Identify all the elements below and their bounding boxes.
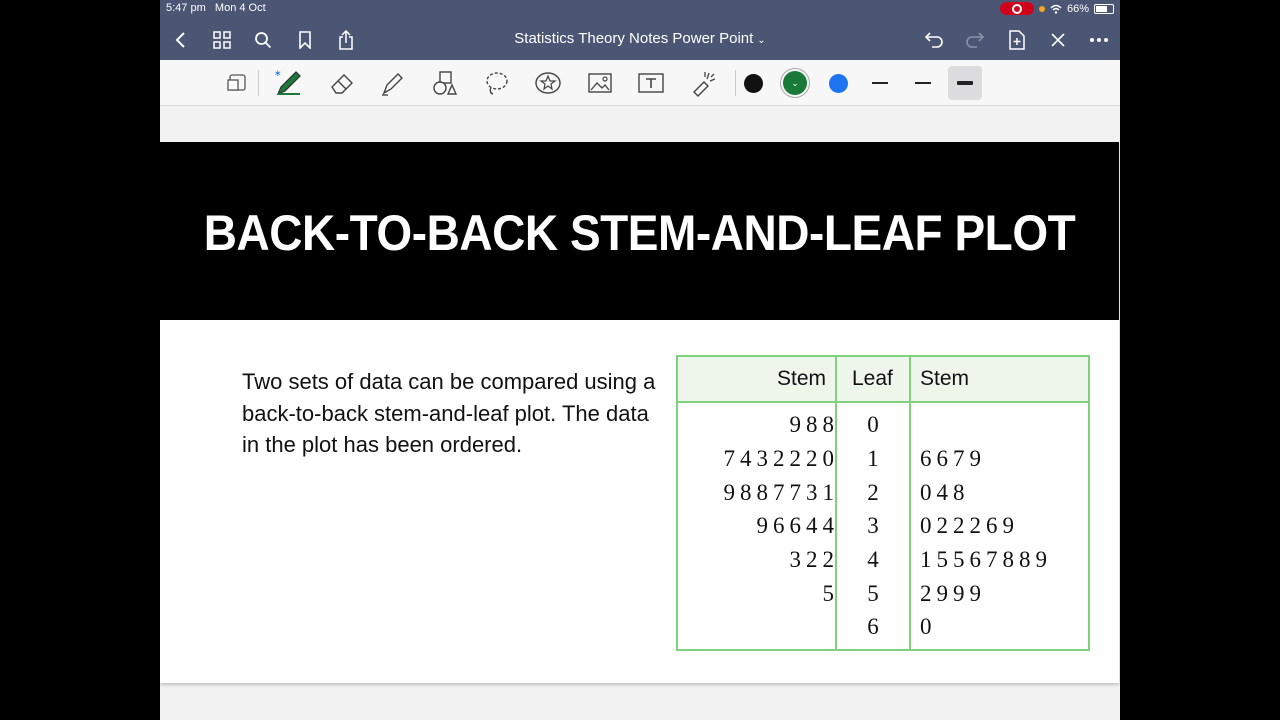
- shapes-icon[interactable]: [428, 66, 462, 100]
- right-leaves: 022269: [920, 513, 1019, 538]
- header-stem-left: Stem: [776, 367, 826, 390]
- chevron-down-icon: ⌄: [757, 35, 766, 46]
- right-leaves: 2999: [920, 581, 986, 606]
- stroke-thin-line: [872, 82, 888, 84]
- slide-title: BACK-TO-BACK STEM-AND-LEAF PLOT: [203, 205, 1076, 261]
- right-leaves: 15567889: [920, 547, 1052, 572]
- stroke-thin-option[interactable]: [863, 66, 897, 100]
- drawing-toolbar: [160, 60, 1120, 106]
- slide-body-text: Two sets of data can be compared using a back-to-back stem-and-leaf plot. The data in the plot has been ordered.: [242, 369, 656, 457]
- color-green-dot: ⌄: [783, 71, 807, 95]
- battery-icon: [1094, 4, 1114, 14]
- left-leaves: 96644: [756, 513, 839, 538]
- table-row: [678, 409, 1088, 443]
- table-row: [678, 544, 1088, 578]
- header-leaf: Leaf: [852, 367, 893, 390]
- table-row: [678, 443, 1088, 477]
- top-bar: [160, 0, 1120, 60]
- close-pen-icon[interactable]: [1046, 28, 1070, 52]
- more-icon[interactable]: [1087, 28, 1111, 52]
- table-row: [678, 611, 1088, 645]
- notes-app: [160, 0, 1120, 720]
- status-clock: 5:47 pm: [166, 2, 206, 14]
- stroke-medium-option[interactable]: [906, 66, 940, 100]
- laser-icon[interactable]: [686, 66, 720, 100]
- stem-value: 6: [867, 614, 879, 639]
- table-row: [678, 510, 1088, 544]
- stem-value: 1: [867, 446, 879, 471]
- highlighter-icon[interactable]: [376, 66, 410, 100]
- screen-recording-icon[interactable]: [1000, 2, 1034, 15]
- left-leaves: 7432220: [723, 446, 839, 471]
- color-blue-dot: [829, 74, 848, 93]
- lasso-layout-icon[interactable]: [220, 66, 254, 100]
- stem-leaf-table: [676, 355, 1090, 651]
- slide-page[interactable]: [160, 142, 1119, 683]
- table-row: [678, 578, 1088, 612]
- eraser-icon[interactable]: [325, 66, 359, 100]
- stem-value: 3: [867, 513, 879, 538]
- status-indicators: [1000, 2, 1114, 15]
- header-stem-right: Stem: [920, 367, 970, 390]
- left-leaves: 9887731: [723, 480, 839, 505]
- color-green-swatch[interactable]: [778, 66, 812, 100]
- battery-percent: 66%: [1066, 2, 1089, 15]
- add-page-icon[interactable]: [1005, 28, 1029, 52]
- toolbar-divider: [258, 70, 259, 96]
- wifi-icon: [1050, 4, 1062, 14]
- left-leaves: 988: [789, 412, 839, 437]
- stroke-thick-option[interactable]: [948, 66, 982, 100]
- text-icon[interactable]: [634, 66, 668, 100]
- color-black-dot: [744, 74, 763, 93]
- right-leaves: 0: [920, 614, 937, 639]
- stem-value: 0: [867, 412, 879, 437]
- right-leaves: 048: [920, 480, 970, 505]
- pen-icon[interactable]: [272, 66, 306, 100]
- color-blue-swatch[interactable]: [821, 66, 855, 100]
- stem-value: 5: [867, 581, 879, 606]
- left-leaves: 5: [822, 581, 839, 606]
- redo-icon[interactable]: [963, 28, 987, 52]
- mic-indicator-icon: [1039, 6, 1045, 12]
- lasso-icon[interactable]: [480, 66, 514, 100]
- stroke-thick-line: [957, 81, 973, 85]
- image-icon[interactable]: [583, 66, 617, 100]
- table-row: [678, 477, 1088, 511]
- document-title-text: Statistics Theory Notes Power Point: [514, 30, 754, 47]
- status-date: Mon 4 Oct: [214, 2, 266, 14]
- svg-text:∗: ∗: [274, 69, 282, 79]
- status-time: [166, 2, 266, 14]
- stroke-medium-line: [915, 82, 931, 85]
- right-leaves: 6679: [920, 446, 986, 471]
- stem-value: 2: [867, 480, 879, 505]
- stem-value: 4: [867, 547, 879, 572]
- undo-icon[interactable]: [922, 28, 946, 52]
- color-black-swatch[interactable]: [736, 66, 770, 100]
- slide-title-banner: [160, 142, 1119, 320]
- left-leaves: 322: [789, 547, 839, 572]
- sticker-icon[interactable]: [531, 66, 565, 100]
- table-header: [678, 357, 1088, 403]
